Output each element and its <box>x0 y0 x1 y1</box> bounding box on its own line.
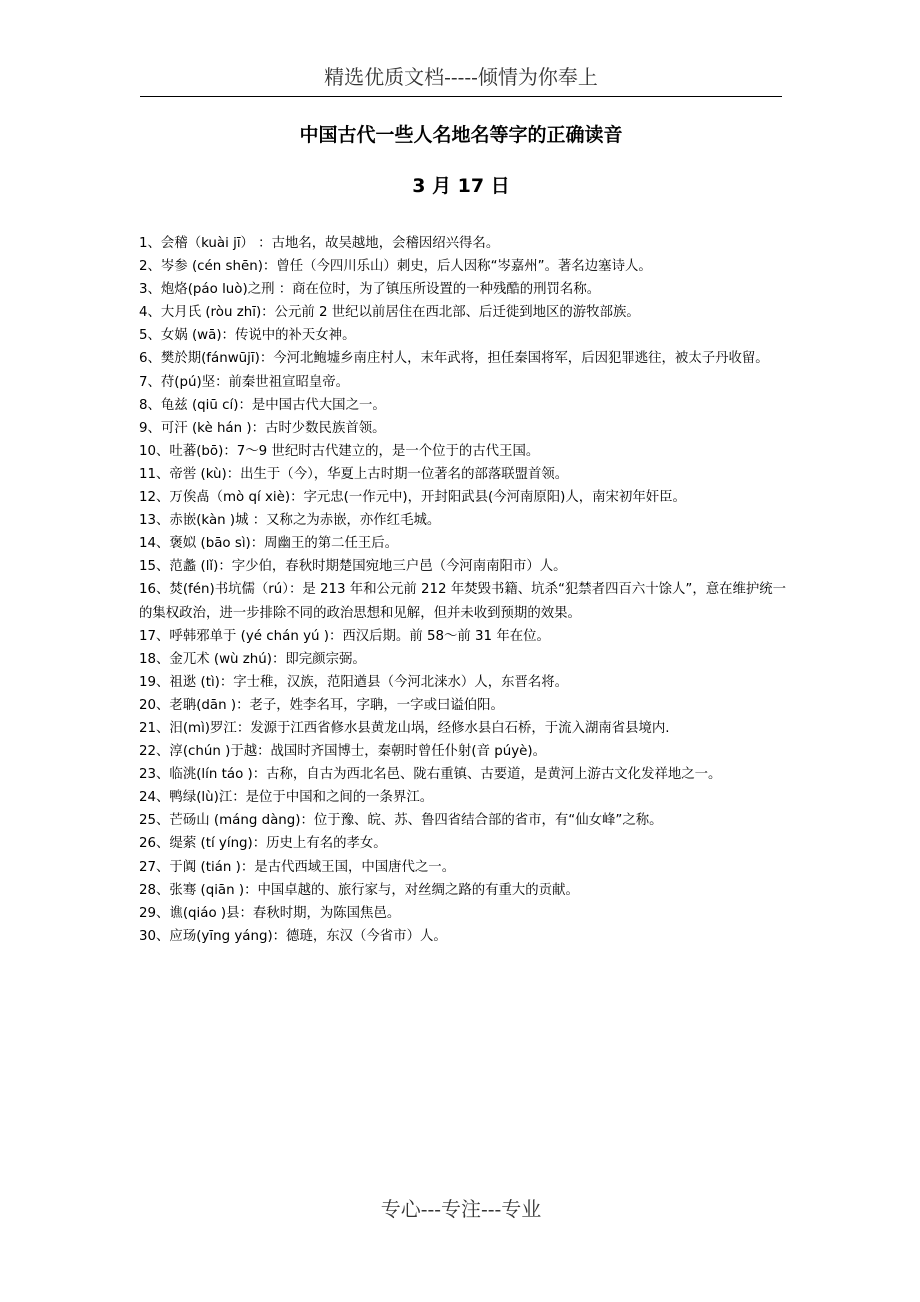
list-item: 14、褒姒 (bāo sì)：周幽王的第二任王后。 <box>139 536 399 552</box>
list-item: 27、于阗 (tián )：是古代西域王国，中国唐代之一。 <box>139 859 456 875</box>
list-item: 11、帝喾 (kù)：出生于（今），华夏上古时期一位著名的部落联盟首领。 <box>139 466 569 482</box>
list-item: 25、芒砀山 (máng dàng)：位于豫、皖、苏、鲁四省结合部的省市，有“仙女峰”之称。 <box>139 813 663 829</box>
list-item: 12、万俟卨（mò qí xiè)：字元忠(一作元中)，开封阳武县(今河南原阳)人，南宋初年奸臣。 <box>139 490 686 506</box>
list-item: 23、临洮(lín táo )：古称，自古为西北名邑、陇右重镇、古要道，是黄河上游古文化发祥地之一。 <box>139 767 722 783</box>
list-item: 2、岑参 (cén shēn)：曾任（今四川乐山）刺史，后人因称“岑嘉州”。著名边塞诗人。 <box>139 259 652 275</box>
list-item: 18、金兀术 (wù zhú)：即完颜宗弼。 <box>139 651 366 667</box>
list-item: 9、可汗 (kè hán )：古时少数民族首领。 <box>139 420 386 436</box>
document-title: 中国古代一些人名地名等字的正确读音 <box>299 124 623 146</box>
list-item: 10、吐蕃(bō)：7～9 世纪时古代建立的，是一个位于的古代王国。 <box>139 443 540 459</box>
document-date: 3 月 17 日 <box>412 175 510 197</box>
list-item: 30、应玚(yīng yáng)：德琏，东汉（今省市）人。 <box>139 928 447 944</box>
list-item: 4、大月氏 (ròu zhī)：公元前 2 世纪以前居住在西北部、后迁徙到地区的游牧部族。 <box>139 305 640 321</box>
list-item: 15、范蠡 (lǐ)：字少伯，春秋时期楚国宛地三户邑（今河南南阳市）人。 <box>139 559 567 575</box>
list-item: 22、淳(chún )于越：战国时齐国博士，秦朝时曾任仆射(音 púyè)。 <box>139 744 547 760</box>
list-item: 6、樊於期(fánwūjī)：今河北鲍墟乡南庄村人，末年武将，担任秦国将军，后因犯罪逃往，被太子丹收留。 <box>139 351 769 367</box>
list-item: 7、苻(pú)坚：前秦世祖宣昭皇帝。 <box>139 374 350 390</box>
list-item: 28、张骞 (qiān )：中国卓越的、旅行家与，对丝绸之路的有重大的贡献。 <box>139 882 579 898</box>
list-item: 26、缇萦 (tí yíng)：历史上有名的孝女。 <box>139 836 387 852</box>
list-item: 20、老聃(dān )：老子，姓李名耳，字聃，一字或曰谥伯阳。 <box>139 697 504 713</box>
list-item: 1、会稽（kuài jī） ：古地名，故吴越地，会稽因绍兴得名。 <box>139 236 500 251</box>
list-item: 8、龟兹 (qiū cí)：是中国古代大国之一。 <box>139 397 386 413</box>
list-item: 13、赤嵌(kàn )城 ：又称之为赤嵌，亦作红毛城。 <box>139 513 441 529</box>
list-item: 5、女娲 (wā)：传说中的补天女神。 <box>139 328 356 344</box>
page-header: 精选优质文档-----倾情为你奉上 <box>140 62 782 97</box>
list-item: 24、鸭绿(lù)江：是位于中国和之间的一条界江。 <box>139 790 434 806</box>
page-footer: 专心---专注---专业 <box>380 1197 542 1221</box>
list-item: 17、呼韩邪单于 (yé chán yú )：西汉后期。前 58～前 31 年在位。 <box>139 628 550 644</box>
list-item: 19、祖逖 (tì)：字士稚，汉族，范阳遒县（今河北涞水）人，东晋名将。 <box>139 674 569 690</box>
list-item: 16、焚(fén)书坑儒（rú）：是 213 年和公元前 212 年焚毁书籍、坑杀“犯禁者四百六十馀人”，意在维护统一的集权政治，进一步排除不同的政治思想和见解，但并未收到预期的效果。 <box>139 582 787 621</box>
list-item: 29、谯(qiáo )县：春秋时期，为陈国焦邑。 <box>139 905 401 921</box>
entry-list <box>139 232 791 948</box>
list-item: 21、汨(mì)罗江：发源于江西省修水县黄龙山埚，经修水县白石桥，于流入湖南省县境内. <box>139 720 670 736</box>
list-item: 3、炮烙(páo luò)之刑 ：商在位时，为了镇压所设置的一种残酷的刑罚名称。 <box>139 282 601 298</box>
